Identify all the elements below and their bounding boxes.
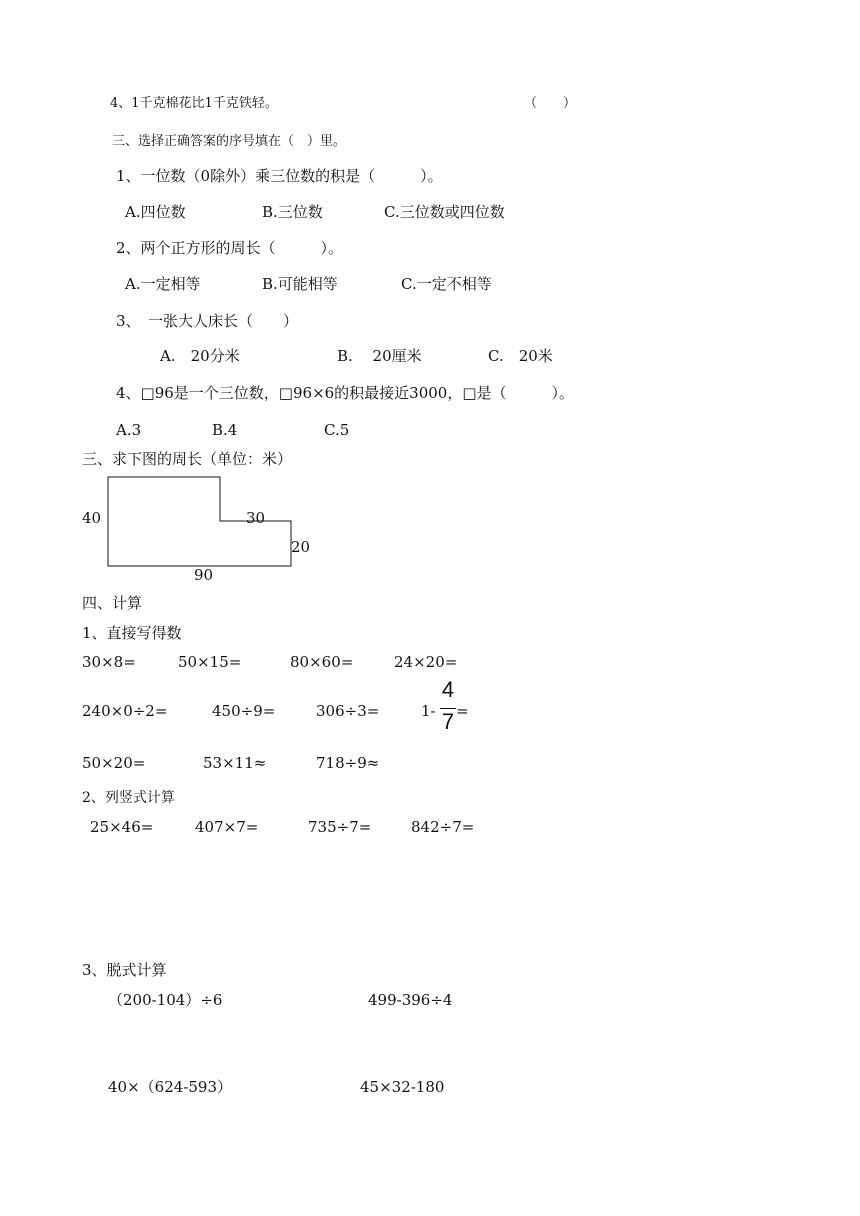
- choice-option-3a: A. 20分米: [160, 347, 240, 365]
- subsection-title-stepwise: 3、脱式计算: [82, 961, 167, 979]
- choice-option-4c: C.5: [324, 421, 350, 439]
- subsection-title-vertical: 2、列竖式计算: [82, 790, 175, 806]
- choice-option-3c: C. 20米: [488, 347, 553, 365]
- judge-item-4: 4、1千克棉花比1千克铁轻。: [110, 96, 278, 111]
- dimension-label-bottom: 90: [194, 566, 214, 584]
- section-title-calc: 四、计算: [82, 594, 143, 612]
- choice-option-2b: B.可能相等: [262, 275, 338, 293]
- choice-option-2a: A.一定相等: [125, 275, 201, 293]
- choice-question-1: 1、一位数（0除外）乘三位数的积是（ ）。: [116, 167, 443, 185]
- stepwise-calc-item: 45×32-180: [360, 1078, 445, 1096]
- choice-option-1c: C.三位数或四位数: [384, 203, 505, 221]
- choice-question-4: 4、□96是一个三位数，□96×6的积最接近3000，□是（ ）。: [116, 384, 575, 402]
- dimension-label-left: 40: [82, 509, 102, 527]
- section-title-perimeter: 三、求下图的周长（单位：米）: [82, 450, 293, 468]
- vertical-calc-item: 25×46=: [90, 818, 154, 836]
- direct-item: 718÷9≈: [316, 754, 380, 772]
- dimension-label-step: 30: [246, 509, 266, 527]
- fraction-numerator: 4: [441, 677, 455, 702]
- direct-item: 24×20=: [394, 653, 458, 671]
- direct-item: 306÷3=: [316, 702, 380, 720]
- vertical-calc-item: 842÷7=: [411, 818, 475, 836]
- answer-bracket: （ ）: [524, 96, 577, 111]
- direct-item: 30×8=: [82, 653, 136, 671]
- fraction-suffix: =: [456, 702, 469, 720]
- choice-option-4b: B.4: [212, 421, 238, 439]
- direct-item: 53×11≈: [203, 754, 267, 772]
- dimension-label-right: 20: [291, 538, 311, 556]
- fraction-denominator: 7: [441, 709, 455, 734]
- subsection-title-direct: 1、直接写得数: [82, 624, 182, 642]
- choice-question-3: 3、 一张大人床长（ ）: [116, 312, 299, 330]
- direct-item: 450÷9=: [212, 702, 276, 720]
- stepwise-calc-item: 40×（624-593）: [108, 1078, 232, 1096]
- choice-option-4a: A.3: [116, 421, 142, 439]
- section-title-choice: 三、选择正确答案的序号填在（ ）里。: [112, 134, 347, 149]
- direct-item: 240×0÷2=: [82, 702, 168, 720]
- direct-item: 50×20=: [82, 754, 146, 772]
- choice-question-2: 2、两个正方形的周长（ ）。: [116, 239, 344, 257]
- vertical-calc-item: 407×7=: [195, 818, 259, 836]
- stepwise-calc-item: （200-104）÷6: [108, 991, 223, 1009]
- choice-option-2c: C.一定不相等: [401, 275, 492, 293]
- direct-item: 50×15=: [178, 653, 242, 671]
- direct-item: 80×60=: [290, 653, 354, 671]
- stepwise-calc-item: 499-396÷4: [368, 991, 453, 1009]
- fraction-prefix: 1-: [421, 702, 436, 720]
- choice-option-1b: B.三位数: [262, 203, 323, 221]
- choice-option-1a: A.四位数: [125, 203, 186, 221]
- vertical-calc-item: 735÷7=: [308, 818, 372, 836]
- choice-option-3b: B. 20厘米: [337, 347, 422, 365]
